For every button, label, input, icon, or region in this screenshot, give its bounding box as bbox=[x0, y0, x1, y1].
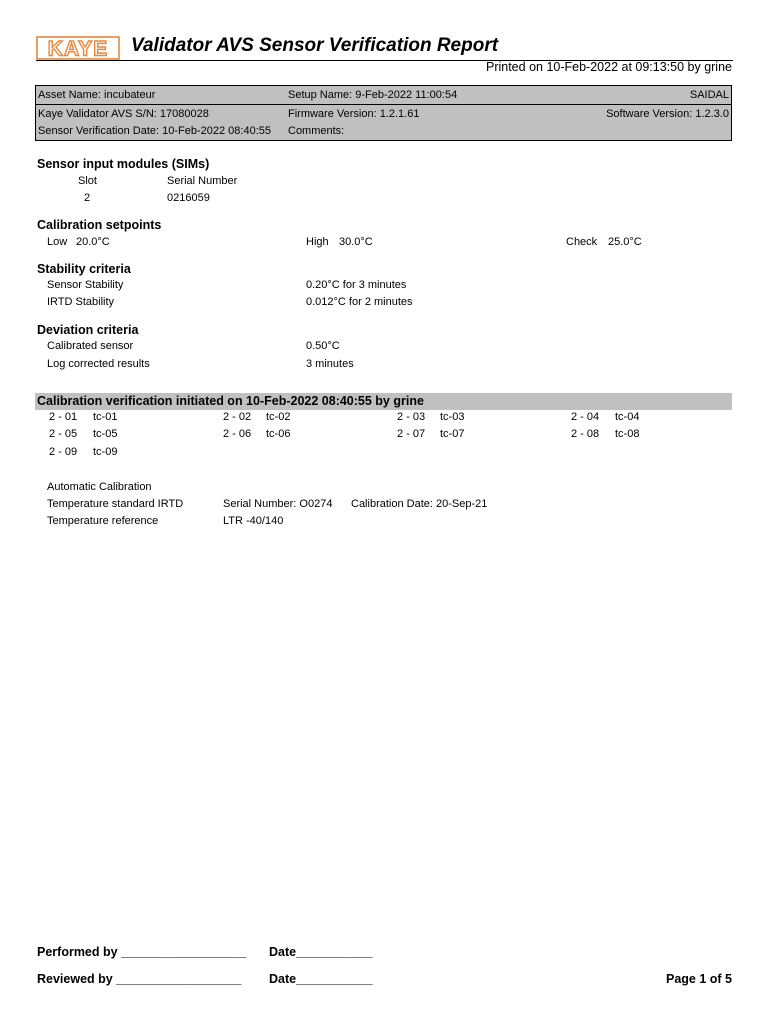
performed-date-line: Date___________ bbox=[269, 945, 373, 959]
setpoint-low-value: 20.0°C bbox=[76, 236, 110, 248]
channel-name: tc-06 bbox=[266, 428, 291, 440]
sensor-stability-label: Sensor Stability bbox=[47, 279, 124, 291]
reviewed-by-line: Reviewed by __________________ bbox=[37, 972, 242, 986]
svg-text:KAYE: KAYE bbox=[47, 37, 109, 60]
channel-name: tc-01 bbox=[93, 411, 118, 423]
stability-heading: Stability criteria bbox=[37, 262, 131, 276]
printed-info: Printed on 10-Feb-2022 at 09:13:50 by grine bbox=[485, 60, 732, 74]
software-version: Software Version: 1.2.3.0 bbox=[606, 108, 729, 120]
temperature-reference-value: LTR -40/140 bbox=[223, 515, 284, 527]
irtd-stability-value: 0.012°C for 2 minutes bbox=[306, 296, 413, 308]
irtd-label: Temperature standard IRTD bbox=[47, 498, 184, 510]
sims-heading: Sensor input modules (SIMs) bbox=[37, 157, 210, 171]
channel-id: 2 - 01 bbox=[49, 411, 78, 423]
performed-by-line: Performed by __________________ bbox=[37, 945, 247, 959]
setpoint-check-label: Check bbox=[566, 236, 598, 248]
calibrated-sensor-value: 0.50°C bbox=[306, 340, 340, 352]
sims-serial-header: Serial Number bbox=[167, 175, 238, 187]
verification-date: Sensor Verification Date: 10-Feb-2022 08:40:55 bbox=[38, 125, 271, 137]
setpoint-low-label: Low bbox=[47, 236, 68, 248]
channel-id: 2 - 07 bbox=[397, 428, 426, 440]
asset-name: Asset Name: incubateur bbox=[38, 89, 156, 101]
automatic-calibration: Automatic Calibration bbox=[47, 481, 152, 493]
channel-id: 2 - 06 bbox=[223, 428, 252, 440]
info-row-1 bbox=[36, 86, 731, 105]
irtd-serial: Serial Number: O0274 bbox=[223, 498, 333, 510]
setpoints-heading: Calibration setpoints bbox=[37, 218, 162, 232]
irtd-calibration-date: Calibration Date: 20-Sep-21 bbox=[351, 498, 488, 510]
report-info-box bbox=[35, 85, 732, 141]
channel-name: tc-04 bbox=[615, 411, 640, 423]
verification-band-text: Calibration verification initiated on 10-Feb-2022 08:40:55 by grine bbox=[37, 394, 424, 408]
sims-slot-value: 2 bbox=[84, 192, 91, 204]
setup-name: Setup Name: 9-Feb-2022 11:00:54 bbox=[288, 89, 458, 101]
page-number: Page 1 of 5 bbox=[666, 972, 732, 986]
log-corrected-value: 3 minutes bbox=[306, 358, 354, 370]
info-row-3 bbox=[36, 122, 731, 140]
firmware-version: Firmware Version: 1.2.1.61 bbox=[288, 108, 420, 120]
validator-serial: Kaye Validator AVS S/N: 17080028 bbox=[38, 108, 209, 120]
channel-id: 2 - 08 bbox=[571, 428, 600, 440]
channel-name: tc-08 bbox=[615, 428, 640, 440]
report-title: Validator AVS Sensor Verification Report bbox=[131, 35, 499, 56]
channel-name: tc-03 bbox=[440, 411, 465, 423]
setpoint-high-label: High bbox=[306, 236, 329, 248]
reviewed-date-line: Date___________ bbox=[269, 972, 373, 986]
channel-name: tc-05 bbox=[93, 428, 118, 440]
channel-id: 2 - 04 bbox=[571, 411, 600, 423]
channel-name: tc-09 bbox=[93, 446, 118, 458]
sims-serial-value: 0216059 bbox=[167, 192, 210, 204]
channel-id: 2 - 05 bbox=[49, 428, 78, 440]
sensor-stability-value: 0.20°C for 3 minutes bbox=[306, 279, 407, 291]
channel-id: 2 - 02 bbox=[223, 411, 252, 423]
channel-id: 2 - 03 bbox=[397, 411, 426, 423]
info-row-2 bbox=[36, 105, 731, 123]
temperature-reference-label: Temperature reference bbox=[47, 515, 159, 527]
setpoint-high-value: 30.0°C bbox=[339, 236, 373, 248]
deviation-heading: Deviation criteria bbox=[37, 323, 139, 337]
verification-band bbox=[35, 393, 732, 410]
kaye-logo bbox=[36, 36, 120, 60]
channel-name: tc-07 bbox=[440, 428, 465, 440]
setpoint-check-value: 25.0°C bbox=[608, 236, 642, 248]
channel-name: tc-02 bbox=[266, 411, 291, 423]
company-name: SAIDAL bbox=[689, 89, 729, 101]
comments: Comments: bbox=[288, 125, 345, 137]
irtd-stability-label: IRTD Stability bbox=[47, 296, 115, 308]
channel-id: 2 - 09 bbox=[49, 446, 78, 458]
log-corrected-label: Log corrected results bbox=[47, 358, 150, 370]
calibrated-sensor-label: Calibrated sensor bbox=[47, 340, 134, 352]
sims-slot-header: Slot bbox=[78, 175, 97, 187]
